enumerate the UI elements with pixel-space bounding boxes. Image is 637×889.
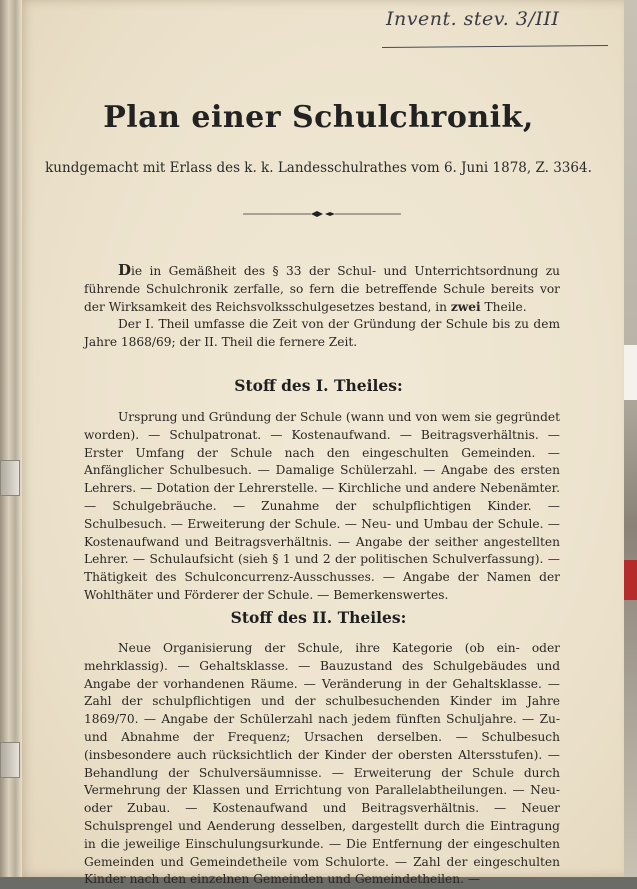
- handwritten-note-text: Invent. stev. 3/III: [386, 8, 560, 30]
- section-1-heading: Stoff des I. Theiles:: [234, 376, 403, 395]
- handwritten-note: [380, 2, 612, 54]
- handwritten-underline: [382, 45, 608, 48]
- intro-section: [84, 262, 560, 352]
- section-2-heading: Stoff des II. Theiles:: [230, 608, 407, 627]
- intro-p1-bold: zwei: [450, 299, 481, 314]
- drop-cap: D: [118, 261, 132, 279]
- intro-paragraph-1: [84, 262, 560, 316]
- document-title: Plan einer Schulchronik,: [103, 100, 534, 135]
- intro-paragraph-2: Der I. Theil umfasse die Zeit von der Gründung der Schule bis zu dem Jahre 1868/69; der II. Theil die fernere Zeit.: [84, 317, 560, 350]
- section-1-body: [84, 409, 560, 605]
- binding-clip-bottom: [0, 742, 20, 778]
- background-red-marker: [624, 560, 637, 600]
- section-1-text: Ursprung und Gründung der Schule (wann und von wem sie gegründet worden). — Schulpatronat. — Kostenaufwand. — Beitragsverhältnis. — Erster Umfang der Schule nach den eingeschulten Gemeinden. — Anfänglicher Schulbesuch. — Damalige Schülerzahl. — Angabe des ersten Lehrers. — Dotation der Lehrerstelle. — Kirchliche und andere Nebenämter. — Schulgebräuche. — Zunahme der schulpflichtigen Kinder. — Schulbesuch. — Erweiterung der Schule. — Neu- und Umbau der Schule. — Kostenaufwand und Beitragsverhältnis. — Angabe der seither angestellten Lehrer. — Schulaufsicht (sieh § 1 und 2 der politischen Schulverfassung). — Thätigkeit des Schulconcurrenz-Ausschusses. — Angabe der Namen der Wohlthäter und Förderer der Schule. — Bemerkenswertes.: [84, 410, 560, 602]
- intro-p1-part1: ie in Gemäßheit des § 33 der Schul- und Unterrichtsordnung zu führende Schulchronik zerfalle, so fern die betreffende Schule bereits vor der Wirksamkeit des Reichsvolksschulgesetzes bestand, in: [84, 264, 560, 314]
- section-2-text: Neue Organisierung der Schule, ihre Kategorie (ob ein- oder mehrklassig). — Gehaltsklasse. — Bauzustand des Schulgebäudes und Angabe der vorhandenen Räume. — Veränderung in der Gehaltsklasse. — Zahl der schulpflichtigen und der schulbesuchenden Kinder im Jahre 1869/70. — Angabe der Schülerzahl nach jedem fünften Schuljahre. — Zu- und Abnahme der Frequenz; Ursachen derselben. — Schulbesuch (insbesondere auch rücksichtlich der Kinder der obersten Altersstufen). — Behandlung der Schulversäumnisse. — Erweiterung der Schule durch Vermehrung der Klassen und Errichtung von Parallelabtheilungen. — Neu- oder Zubau. — Kostenaufwand und Beitragsverhältnis. — Neuer Schulsprengel und Aenderung desselben, dargestellt durch die Eintragung in die jeweilige Einschulungsurkunde. — Die Entfernung der eingeschulten Gemeinden und Gemeindetheile vom Schulorte. — Zahl der eingeschulten Kinder nach den einzelnen Gemeinden und Gemeindetheilen. —: [84, 641, 560, 887]
- ornament-divider: [243, 207, 401, 221]
- document-subtitle: kundgemacht mit Erlass des k. k. Landesschulrathes vom 6. Juni 1878, Z. 3364.: [45, 160, 592, 176]
- section-2-body: [84, 640, 560, 889]
- binding-clip-top: [0, 460, 20, 496]
- intro-p1-part2: Theile.: [480, 299, 527, 314]
